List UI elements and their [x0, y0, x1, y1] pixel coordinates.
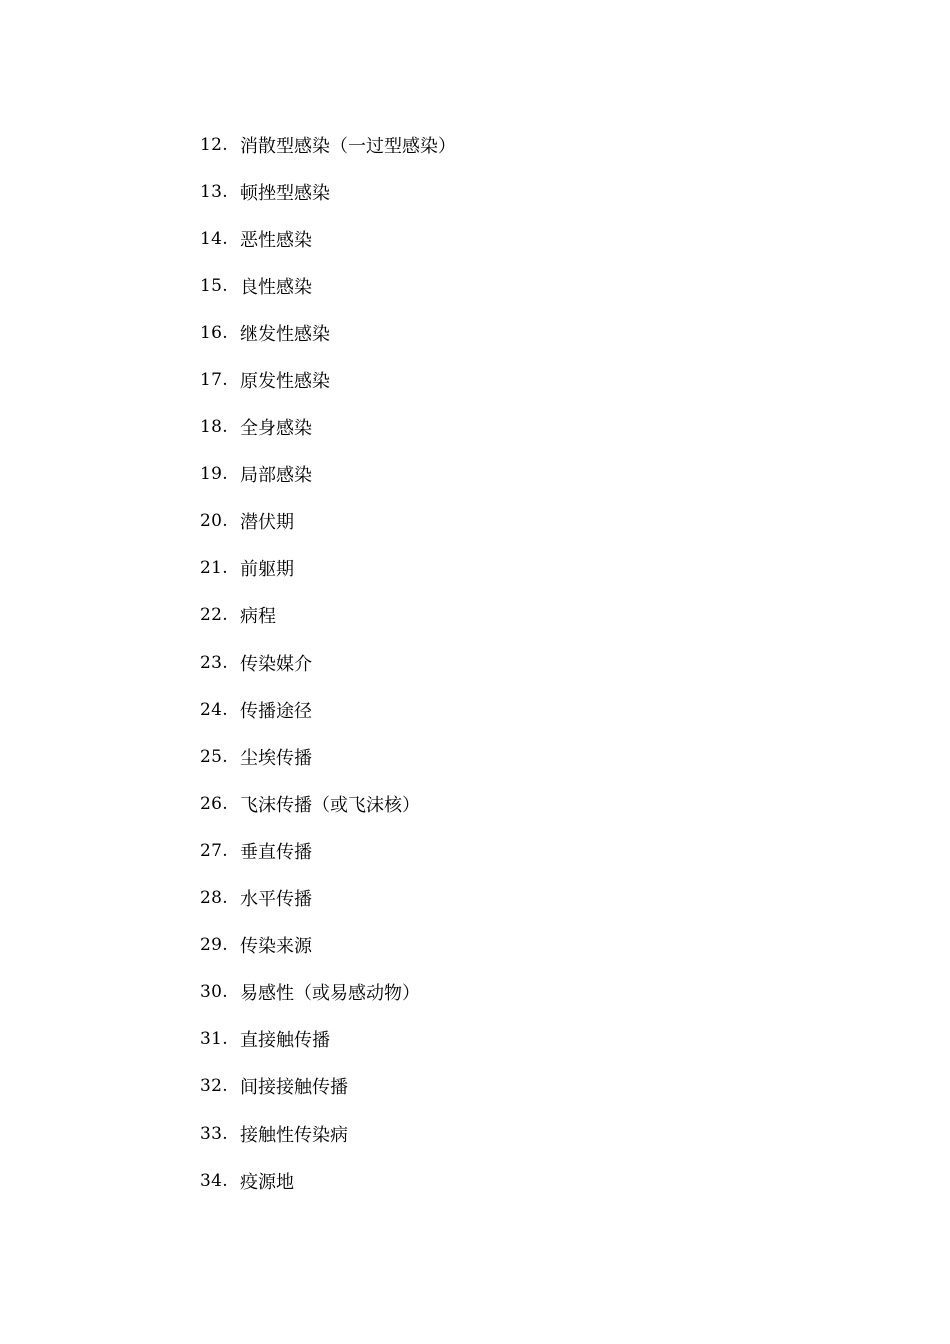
- list-item: [200, 1157, 456, 1204]
- list-item: [200, 592, 456, 639]
- list-item: [200, 969, 456, 1016]
- item-number: 16.: [200, 322, 228, 343]
- item-number: 13.: [200, 181, 228, 202]
- item-number: 24.: [200, 699, 228, 720]
- item-number: 19.: [200, 464, 228, 485]
- item-text: 恶性感染: [240, 229, 312, 251]
- list-item: [200, 356, 456, 403]
- item-text: 继发性感染: [240, 323, 330, 345]
- item-number: 18.: [200, 417, 228, 438]
- item-number: 28.: [200, 888, 228, 909]
- list-item: [200, 922, 456, 969]
- list-item: [200, 498, 456, 545]
- term-list: [200, 121, 456, 1204]
- item-number: 30.: [200, 982, 228, 1003]
- item-number: 31.: [200, 1029, 228, 1050]
- item-number: 23.: [200, 652, 228, 673]
- item-text: 顿挫型感染: [240, 182, 330, 204]
- item-number: 26.: [200, 793, 228, 814]
- item-text: 全身感染: [240, 418, 312, 440]
- list-item: [200, 1110, 456, 1157]
- item-text: 水平传播: [240, 889, 312, 911]
- item-number: 21.: [200, 558, 228, 579]
- item-number: 15.: [200, 275, 228, 296]
- item-number: 12.: [200, 134, 228, 155]
- item-number: 17.: [200, 370, 228, 391]
- item-number: 22.: [200, 605, 228, 626]
- item-number: 29.: [200, 935, 228, 956]
- item-text: 前躯期: [240, 559, 294, 581]
- item-text: 直接触传播: [240, 1030, 330, 1052]
- item-text: 飞沫传播（或飞沫核）: [240, 794, 420, 816]
- list-item: [200, 168, 456, 215]
- list-item: [200, 875, 456, 922]
- list-item: [200, 545, 456, 592]
- item-number: 32.: [200, 1076, 228, 1097]
- item-text: 传染来源: [240, 936, 312, 958]
- item-text: 原发性感染: [240, 371, 330, 393]
- item-text: 消散型感染（一过型感染）: [240, 135, 456, 157]
- list-item: [200, 121, 456, 168]
- item-text: 传染媒介: [240, 653, 312, 675]
- item-text: 间接接触传播: [240, 1077, 348, 1099]
- item-number: 25.: [200, 746, 228, 767]
- list-item: [200, 451, 456, 498]
- item-number: 14.: [200, 228, 228, 249]
- item-text: 接触性传染病: [240, 1124, 348, 1146]
- item-text: 疫源地: [240, 1171, 294, 1193]
- item-number: 34.: [200, 1170, 228, 1191]
- list-item: [200, 404, 456, 451]
- list-item: [200, 262, 456, 309]
- item-text: 垂直传播: [240, 841, 312, 863]
- list-item: [200, 1063, 456, 1110]
- item-number: 20.: [200, 511, 228, 532]
- list-item: [200, 309, 456, 356]
- item-text: 尘埃传播: [240, 747, 312, 769]
- list-item: [200, 780, 456, 827]
- list-item: [200, 686, 456, 733]
- list-item: [200, 1016, 456, 1063]
- item-text: 易感性（或易感动物）: [240, 983, 420, 1005]
- item-number: 27.: [200, 840, 228, 861]
- item-text: 传播途径: [240, 700, 312, 722]
- list-item: [200, 639, 456, 686]
- item-text: 潜伏期: [240, 512, 294, 534]
- list-item: [200, 827, 456, 874]
- item-number: 33.: [200, 1123, 228, 1144]
- list-item: [200, 215, 456, 262]
- item-text: 病程: [240, 606, 276, 628]
- item-text: 局部感染: [240, 465, 312, 487]
- item-text: 良性感染: [240, 276, 312, 298]
- list-item: [200, 733, 456, 780]
